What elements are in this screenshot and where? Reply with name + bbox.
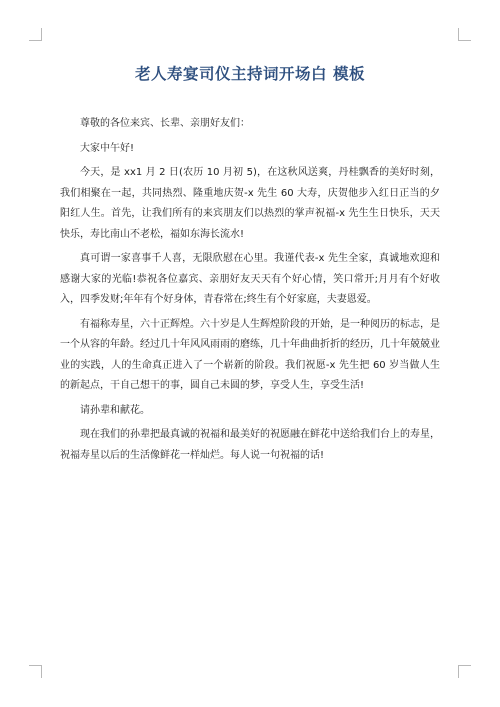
- paragraph-flowers-call: 请孙辈和献花。: [80, 404, 150, 416]
- document-title: 老人寿宴司仪主持词开场白 模板: [135, 65, 365, 83]
- paragraph-flowers: 现在我们的孙辈把最真诚的祝福和最美好的祝愿融在鲜花中送给我们台上的寿星，祝福寿星以后的生活像鲜花一样灿烂。每人说一句祝福的话!: [60, 429, 440, 461]
- crop-mark-top-right: [458, 28, 471, 41]
- crop-mark-bottom-right: [458, 665, 471, 678]
- paragraph-blessing: 有福称寿星，六十正辉煌。六十岁是人生辉煌阶段的开始，是一种阅历的标志，是一个从容的年龄。经过几十年风风雨雨的磨练，几十年曲曲折折的经历，几十年兢兢业业的实践，人的生命真正进入了一个崭新的阶段。我们祝愿-x 先生把 60 岁当做人生的新起点，干自己想干的事，圆自己未圆的梦，享受人生，享受生活!: [60, 318, 440, 391]
- crop-mark-bottom-left: [29, 665, 42, 678]
- paragraph-hello: 大家中午好!: [80, 142, 135, 154]
- crop-mark-top-left: [29, 28, 42, 41]
- paragraph-opening: 今天，是 xx1 月 2 日(农历 10 月初 5)，在这秋风送爽，丹桂飘香的美好时刻，我们相聚在一起，共同热烈、隆重地庆贺-x 先生 60 大寿，庆贺他步入红日正当的夕阳红人生。首先，让我们所有的来宾朋友们以热烈的掌声祝福-x 先生生日快乐，天天快乐，寿比南山不老松，福如东海长流水!: [60, 167, 440, 240]
- paragraph-welcome: 真可谓一家喜事千人喜，无限欣慰在心里。我谨代表-x 先生全家，真诚地欢迎和感谢大家的光临!恭祝各位嘉宾、亲朋好友天天有个好心情，笑口常开;月月有个好收入，四季发财;年年有个好身体，青春常在;终生有个好家庭，夫妻恩爱。: [60, 253, 440, 305]
- document-body: [60, 114, 440, 470]
- paragraph-greeting: 尊敬的各位来宾、长辈、亲朋好友们：: [80, 118, 250, 129]
